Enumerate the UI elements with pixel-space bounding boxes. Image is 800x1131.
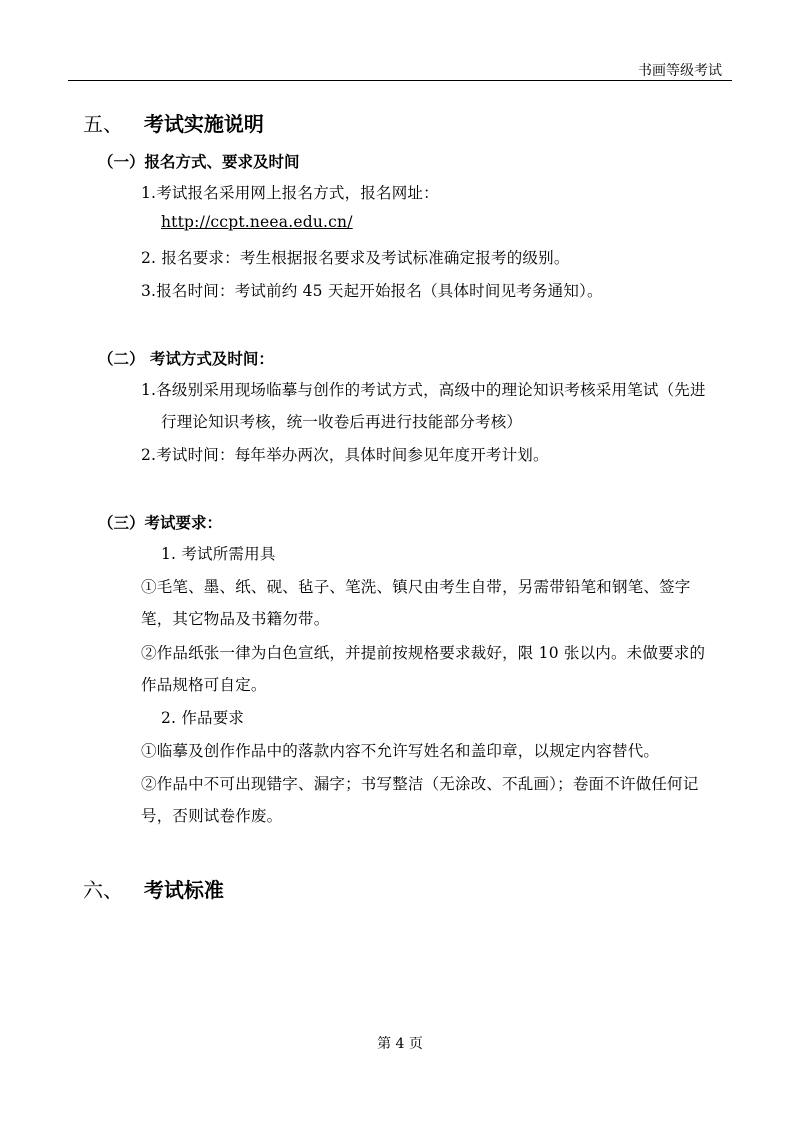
subsection-3-title: （三）考试要求：: [98, 514, 223, 532]
sub3-item-2: 2. 作品要求: [161, 709, 245, 727]
sub3-para-2b: 作品规格可自定。: [141, 676, 267, 694]
sub2-line-1a: 1.各级别采用现场临摹与创作的考试方式，高级中的理论知识考核采用笔试（先进: [141, 381, 706, 399]
subsection-2-title: （二） 考试方式及时间：: [98, 350, 274, 368]
registration-url: http://ccpt.neea.edu.cn/: [161, 213, 353, 231]
sub3-para-3: ①临摹及创作作品中的落款内容不允许写姓名和盖印章，以规定内容替代。: [141, 742, 660, 760]
sub2-line-1b: 行理论知识考核，统一收卷后再进行技能部分考核）: [161, 413, 523, 431]
running-header: 书画等级考试: [638, 63, 722, 79]
section-6-title: 考试标准: [143, 878, 224, 902]
section-6-number: 六、: [83, 878, 123, 902]
header-divider: [68, 80, 732, 81]
section-5-heading: [83, 108, 264, 137]
sub1-line-3: 3.报名时间：考试前约 45 天起开始报名（具体时间见考务通知）。: [141, 282, 603, 300]
sub1-line-1: 1.考试报名采用网上报名方式，报名网址：: [141, 184, 439, 202]
section-6-heading: [83, 874, 224, 903]
section-5-title: 考试实施说明: [143, 112, 264, 136]
sub3-para-4a: ②作品中不可出现错字、漏字；书写整洁（无涂改、不乱画）；卷面不许做任何记: [141, 775, 699, 793]
sub3-item-1: 1. 考试所需用具: [161, 545, 276, 563]
sub1-line-2: 2. 报名要求：考生根据报名要求及考试标准确定报考的级别。: [141, 249, 570, 267]
section-5-number: 五、: [83, 112, 123, 136]
sub3-para-4b: 号，否则试卷作废。: [141, 807, 283, 825]
sub2-line-2: 2.考试时间：每年举办两次，具体时间参见年度开考计划。: [141, 446, 549, 464]
sub3-para-1a: ①毛笔、墨、纸、砚、毡子、笔洗、镇尺由考生自带，另需带铅笔和钢笔、签字: [141, 578, 691, 596]
subsection-1-title: （一）报名方式、要求及时间: [98, 153, 300, 171]
page-number: 第 4 页: [377, 1036, 423, 1052]
sub3-para-2a: ②作品纸张一律为白色宣纸，并提前按规格要求裁好，限 10 张以内。未做要求的: [141, 644, 706, 662]
sub3-para-1b: 笔，其它物品及书籍勿带。: [141, 610, 330, 628]
